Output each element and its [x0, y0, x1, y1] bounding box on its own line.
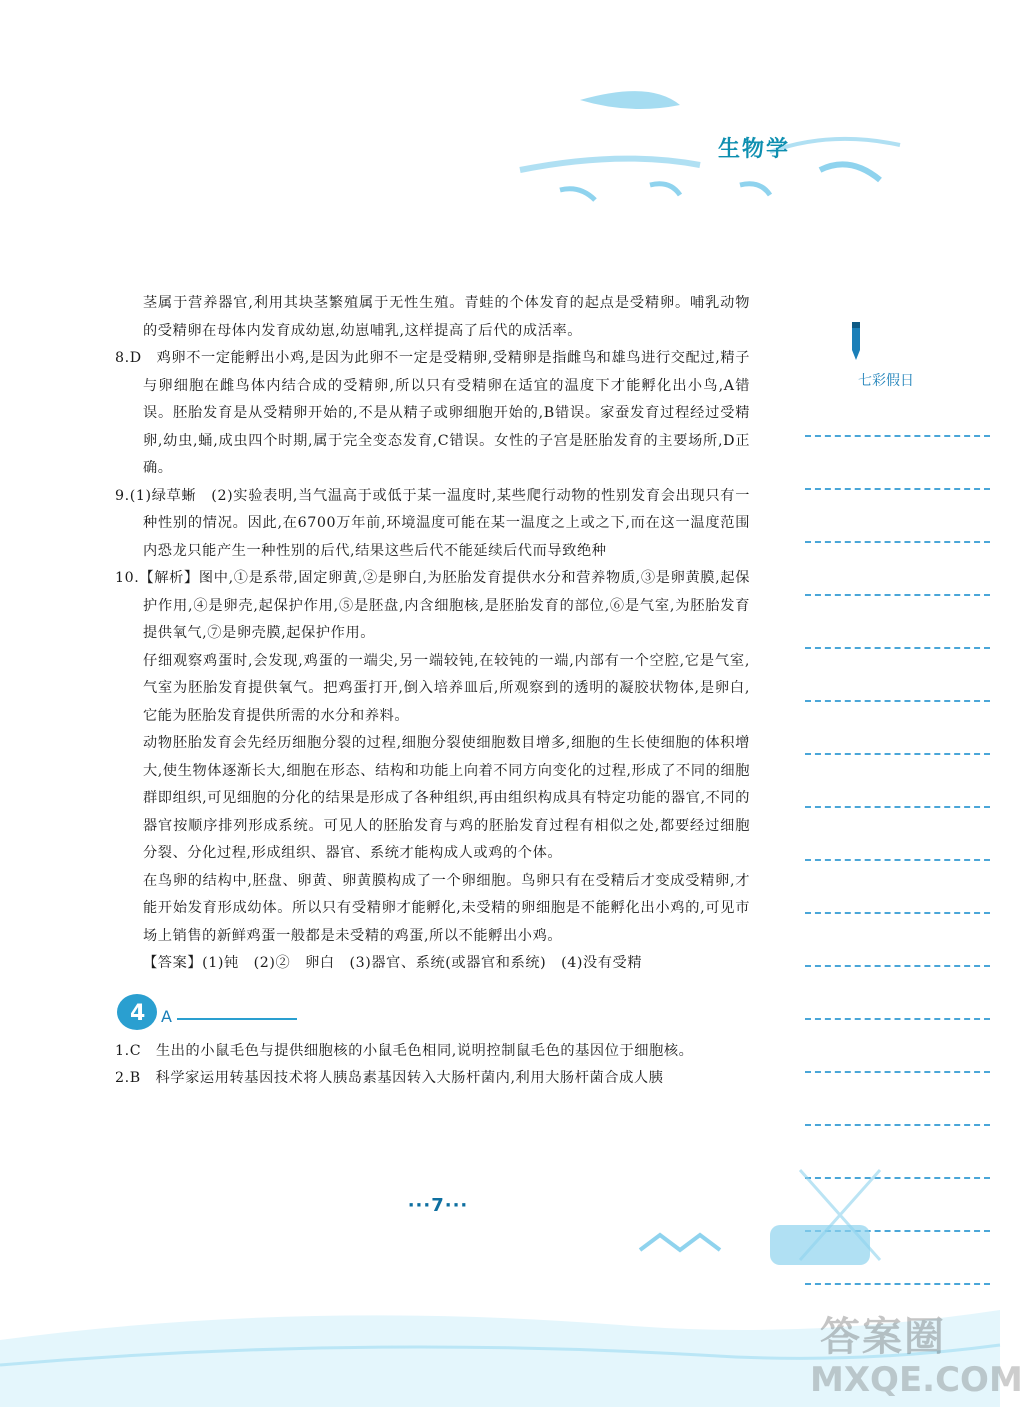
- note-line: [805, 965, 990, 967]
- answer-paragraph: 在鸟卵的结构中,胚盘、卵黄、卵黄膜构成了一个卵细胞。鸟卵只有在受精后才变成受精卵,才能开始发育形成幼体。所以只有受精卵才能孵化,未受精的卵细胞是不能孵化出小鸡的,可见市场上销售的新鲜鸡蛋一般都是未受精的鸡蛋,所以不能孵出小鸡。: [143, 872, 750, 944]
- note-line: [805, 488, 990, 490]
- paragraph-list: [115, 290, 750, 978]
- note-line: [805, 753, 990, 755]
- section-underline: [177, 1018, 297, 1020]
- pen-icon: [846, 320, 868, 362]
- note-line: [805, 541, 990, 543]
- note-line: [805, 435, 990, 437]
- answer-paragraph: 动物胚胎发育会先经历细胞分裂的过程,细胞分裂使细胞数目增多,细胞的生长使细胞的体积增大,使生物体逐渐长大,细胞在形态、结构和功能上向着不同方向变化的过程,形成了不同的细胞群即组织,可见细胞的分化的结果是形成了各种组织,再由组织构成具有特定功能的器官,不同的器官按顺序排列形成系统。可见人的胚胎发育与鸡的胚胎发育过程有相似之处,都要经过细胞分裂、分化过程,形成组织、器官、系统才能构成人或鸡的个体。: [143, 735, 750, 861]
- note-line: [805, 647, 990, 649]
- section-number-icon: [115, 988, 195, 1032]
- answer-paragraph: 【答案】(1)钝 (2)② 卵白 (3)器官、系统(或器官和系统) (4)没有受精: [143, 955, 643, 971]
- answer-paragraph: 8.D 鸡卵不一定能孵出小鸡,是因为此卵不一定是受精卵,受精卵是指雌鸟和雄鸟进行交配过,精子与卵细胞在雌鸟体内结合成的受精卵,所以只有受精卵在适宜的温度下才能孵化出小鸟,A错误。胚胎发育是从受精卵开始的,不是从精子或卵细胞开始的,B错误。家蚕发育过程经过受精卵,幼虫,蛹,成虫四个时期,属于完全变态发育,C错误。女性的子宫是胚胎发育的主要场所,D正确。: [115, 350, 750, 476]
- section-paragraph-list: [115, 1038, 750, 1093]
- note-line: [805, 912, 990, 914]
- page-number: ···7···: [407, 1195, 469, 1216]
- note-line: [805, 859, 990, 861]
- sidebar-label: 七彩假日: [858, 373, 914, 389]
- answer-paragraph: 10.【解析】图中,①是系带,固定卵黄,②是卵白,为胚胎发育提供水分和营养物质,③是卵黄膜,起保护作用,④是卵壳,起保护作用,⑤是胚盘,内含细胞核,是胚胎发育的部位,⑥是气室,为胚胎发育提供氧气,⑦是卵壳膜,起保护作用。: [115, 570, 750, 641]
- watermark-url: MXQE.COM: [810, 1360, 1023, 1400]
- section-badge: [115, 988, 750, 1032]
- answer-content: [115, 290, 750, 1093]
- watermark-logo: 答案圈: [820, 1314, 946, 1360]
- note-line: [805, 1124, 990, 1126]
- subject-title: 生物学: [718, 137, 791, 162]
- note-line: [805, 806, 990, 808]
- note-line: [805, 700, 990, 702]
- answer-paragraph: 2.B 科学家运用转基因技术将人胰岛素基因转入大肠杆菌内,利用大肠杆菌合成人胰: [115, 1070, 664, 1086]
- note-line: [805, 594, 990, 596]
- answer-paragraph: 9.(1)绿草蜥 (2)实验表明,当气温高于或低于某一温度时,某些爬行动物的性别发育会出现只有一种性别的情况。因此,在6700万年前,环境温度可能在某一温度之上或之下,而在这一温度范围内恐龙只能产生一种性别的后代,结果这些后代不能延续后代而导致绝种: [115, 487, 750, 559]
- section-letter: A: [161, 1006, 173, 1026]
- section-number: 4: [130, 1000, 146, 1026]
- answer-paragraph: 1.C 生出的小鼠毛色与提供细胞核的小鼠毛色相同,说明控制鼠毛色的基因位于细胞核。: [115, 1042, 694, 1059]
- answer-paragraph: 茎属于营养器官,利用其块茎繁殖属于无性生殖。青蛙的个体发育的起点是受精卵。哺乳动物的受精卵在母体内发育成幼崽,幼崽哺乳,这样提高了后代的成活率。: [143, 295, 750, 339]
- answer-paragraph: 仔细观察鸡蛋时,会发现,鸡蛋的一端尖,另一端较钝,在较钝的一端,内部有一个空腔,它是气室,气室为胚胎发育提供氧气。把鸡蛋打开,倒入培养皿后,所观察到的透明的凝胶状物体,是卵白,它能为胚胎发育提供所需的水分和养料。: [143, 652, 750, 724]
- note-line: [805, 1018, 990, 1020]
- note-line: [805, 1071, 990, 1073]
